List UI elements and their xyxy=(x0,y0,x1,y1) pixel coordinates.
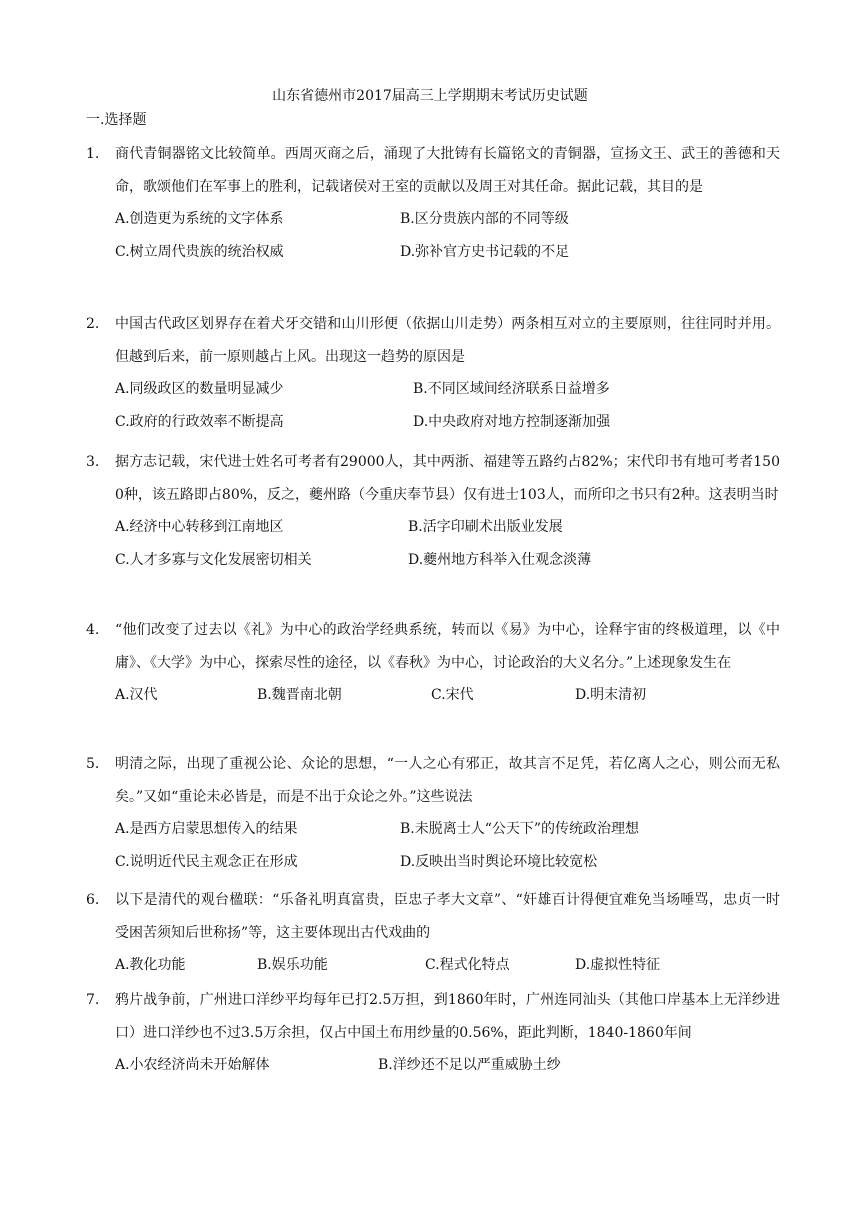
option-c[interactable]: C.人才多寡与文化发展密切相关 xyxy=(115,551,312,568)
question-text: 明清之际，出现了重视公论、众论的思想，“一人之心有邪正，故其言不足凭，若亿离人之心，则公而无私矣。”又如“重论未必皆是，而是不出于众论之外。”这些说法 xyxy=(115,756,780,805)
question-text: 以下是清代的观台楹联：“乐备礼明真富贵，臣忠子孝大文章”、“奸雄百计得便宜难免当场唾骂，忠贞一时受困苦须知后世称扬”等，这主要体现出古代戏曲的 xyxy=(115,892,780,941)
option-b[interactable]: B.娱乐功能 xyxy=(257,957,328,973)
question-number: 1. xyxy=(86,146,100,162)
question-6 xyxy=(86,884,780,982)
section-heading: 一.选择题 xyxy=(86,112,147,128)
option-d[interactable]: D.反映出当时舆论环境比较宽松 xyxy=(400,853,598,870)
option-a[interactable]: A.教化功能 xyxy=(115,957,186,973)
option-c[interactable]: C.宋代 xyxy=(431,687,474,703)
option-a[interactable]: A.小农经济尚未开始解体 xyxy=(115,1057,270,1073)
option-d[interactable]: D.虚拟性特征 xyxy=(575,957,661,973)
option-a[interactable]: A.同级政区的数量明显减少 xyxy=(115,381,284,397)
question-7 xyxy=(86,984,780,1082)
question-options xyxy=(115,813,780,878)
question-4 xyxy=(86,614,780,712)
option-d[interactable]: D.中央政府对地方控制逐渐加强 xyxy=(413,413,611,430)
question-text: “他们改变了过去以《礼》为中心的政治学经典系统，转而以《易》为中心，诠释宇宙的终极道理，以《中庸》、《大学》为中心，探索尽性的途径，以《春秋》为中心，讨论政治的大义名分。”上述现象发生在 xyxy=(115,622,780,671)
question-number: 6. xyxy=(86,892,100,908)
option-a[interactable]: A.创造更为系统的文字体系 xyxy=(115,211,284,227)
question-5 xyxy=(86,748,780,878)
page-title: 山东省德州市2017届高三上学期期末考试历史试题 xyxy=(272,88,588,104)
question-options xyxy=(115,373,780,438)
option-d[interactable]: D.夔州地方科举入仕观念淡薄 xyxy=(408,551,592,568)
option-b[interactable]: B.活字印刷术出版业发展 xyxy=(408,519,563,535)
option-a[interactable]: A.是西方启蒙思想传入的结果 xyxy=(115,821,298,837)
option-b[interactable]: B.区分贵族内部的不同等级 xyxy=(400,211,569,227)
option-a[interactable]: A.汉代 xyxy=(115,687,158,703)
option-d[interactable]: D.弥补官方史书记载的不足 xyxy=(400,243,570,260)
option-b[interactable]: B.未脱离士人“公天下”的传统政治理想 xyxy=(400,821,640,837)
option-b[interactable]: B.魏晋南北朝 xyxy=(257,687,342,703)
option-c[interactable]: C.政府的行政效率不断提高 xyxy=(115,413,284,430)
option-d[interactable]: D.明末清初 xyxy=(575,687,647,703)
question-number: 3. xyxy=(86,454,100,470)
option-b[interactable]: B.洋纱还不足以严重威胁土纱 xyxy=(378,1057,561,1073)
question-options xyxy=(115,1049,780,1082)
question-options xyxy=(115,511,780,576)
question-options xyxy=(115,679,780,712)
option-b[interactable]: B.不同区域间经济联系日益增多 xyxy=(413,381,610,397)
option-c[interactable]: C.程式化特点 xyxy=(425,957,510,973)
question-number: 7. xyxy=(86,992,100,1008)
question-text: 据方志记载，宋代进士姓名可考者有29000人，其中两浙、福建等五路约占82%；宋代印书有地可考者1500种，该五路即占80%，反之，夔州路（今重庆奉节县）仅有进士103人，而所印之书只有2种。这表明当时 xyxy=(115,454,780,503)
question-3 xyxy=(86,446,780,576)
question-number: 4. xyxy=(86,622,100,638)
option-a[interactable]: A.经济中心转移到江南地区 xyxy=(115,519,284,535)
question-number: 5. xyxy=(86,756,100,772)
question-text: 中国古代政区划界存在着犬牙交错和山川形便（依据山川走势）两条相互对立的主要原则，往往同时并用。但越到后来，前一原则越占上风。出现这一趋势的原因是 xyxy=(115,316,780,365)
question-text: 鸦片战争前，广州进口洋纱平均每年已打2.5万担，到1860年时，广州连同汕头（其他口岸基本上无洋纱进口）进口洋纱也不过3.5万余担，仅占中国土布用纱量的0.56%，距此判断，1840-1860年间 xyxy=(115,992,780,1041)
question-2 xyxy=(86,308,780,438)
option-c[interactable]: C.树立周代贵族的统治权威 xyxy=(115,243,284,260)
option-c[interactable]: C.说明近代民主观念正在形成 xyxy=(115,853,298,870)
question-1 xyxy=(86,138,780,268)
question-options xyxy=(115,203,780,268)
question-text: 商代青铜器铭文比较简单。西周灭商之后，涌现了大批铸有长篇铭文的青铜器，宣扬文王、武王的善德和天命，歌颂他们在军事上的胜利，记载诸侯对王室的贡献以及周王对其任命。据此记载，其目的是 xyxy=(115,146,780,195)
question-options xyxy=(115,949,780,982)
question-number: 2. xyxy=(86,316,100,332)
